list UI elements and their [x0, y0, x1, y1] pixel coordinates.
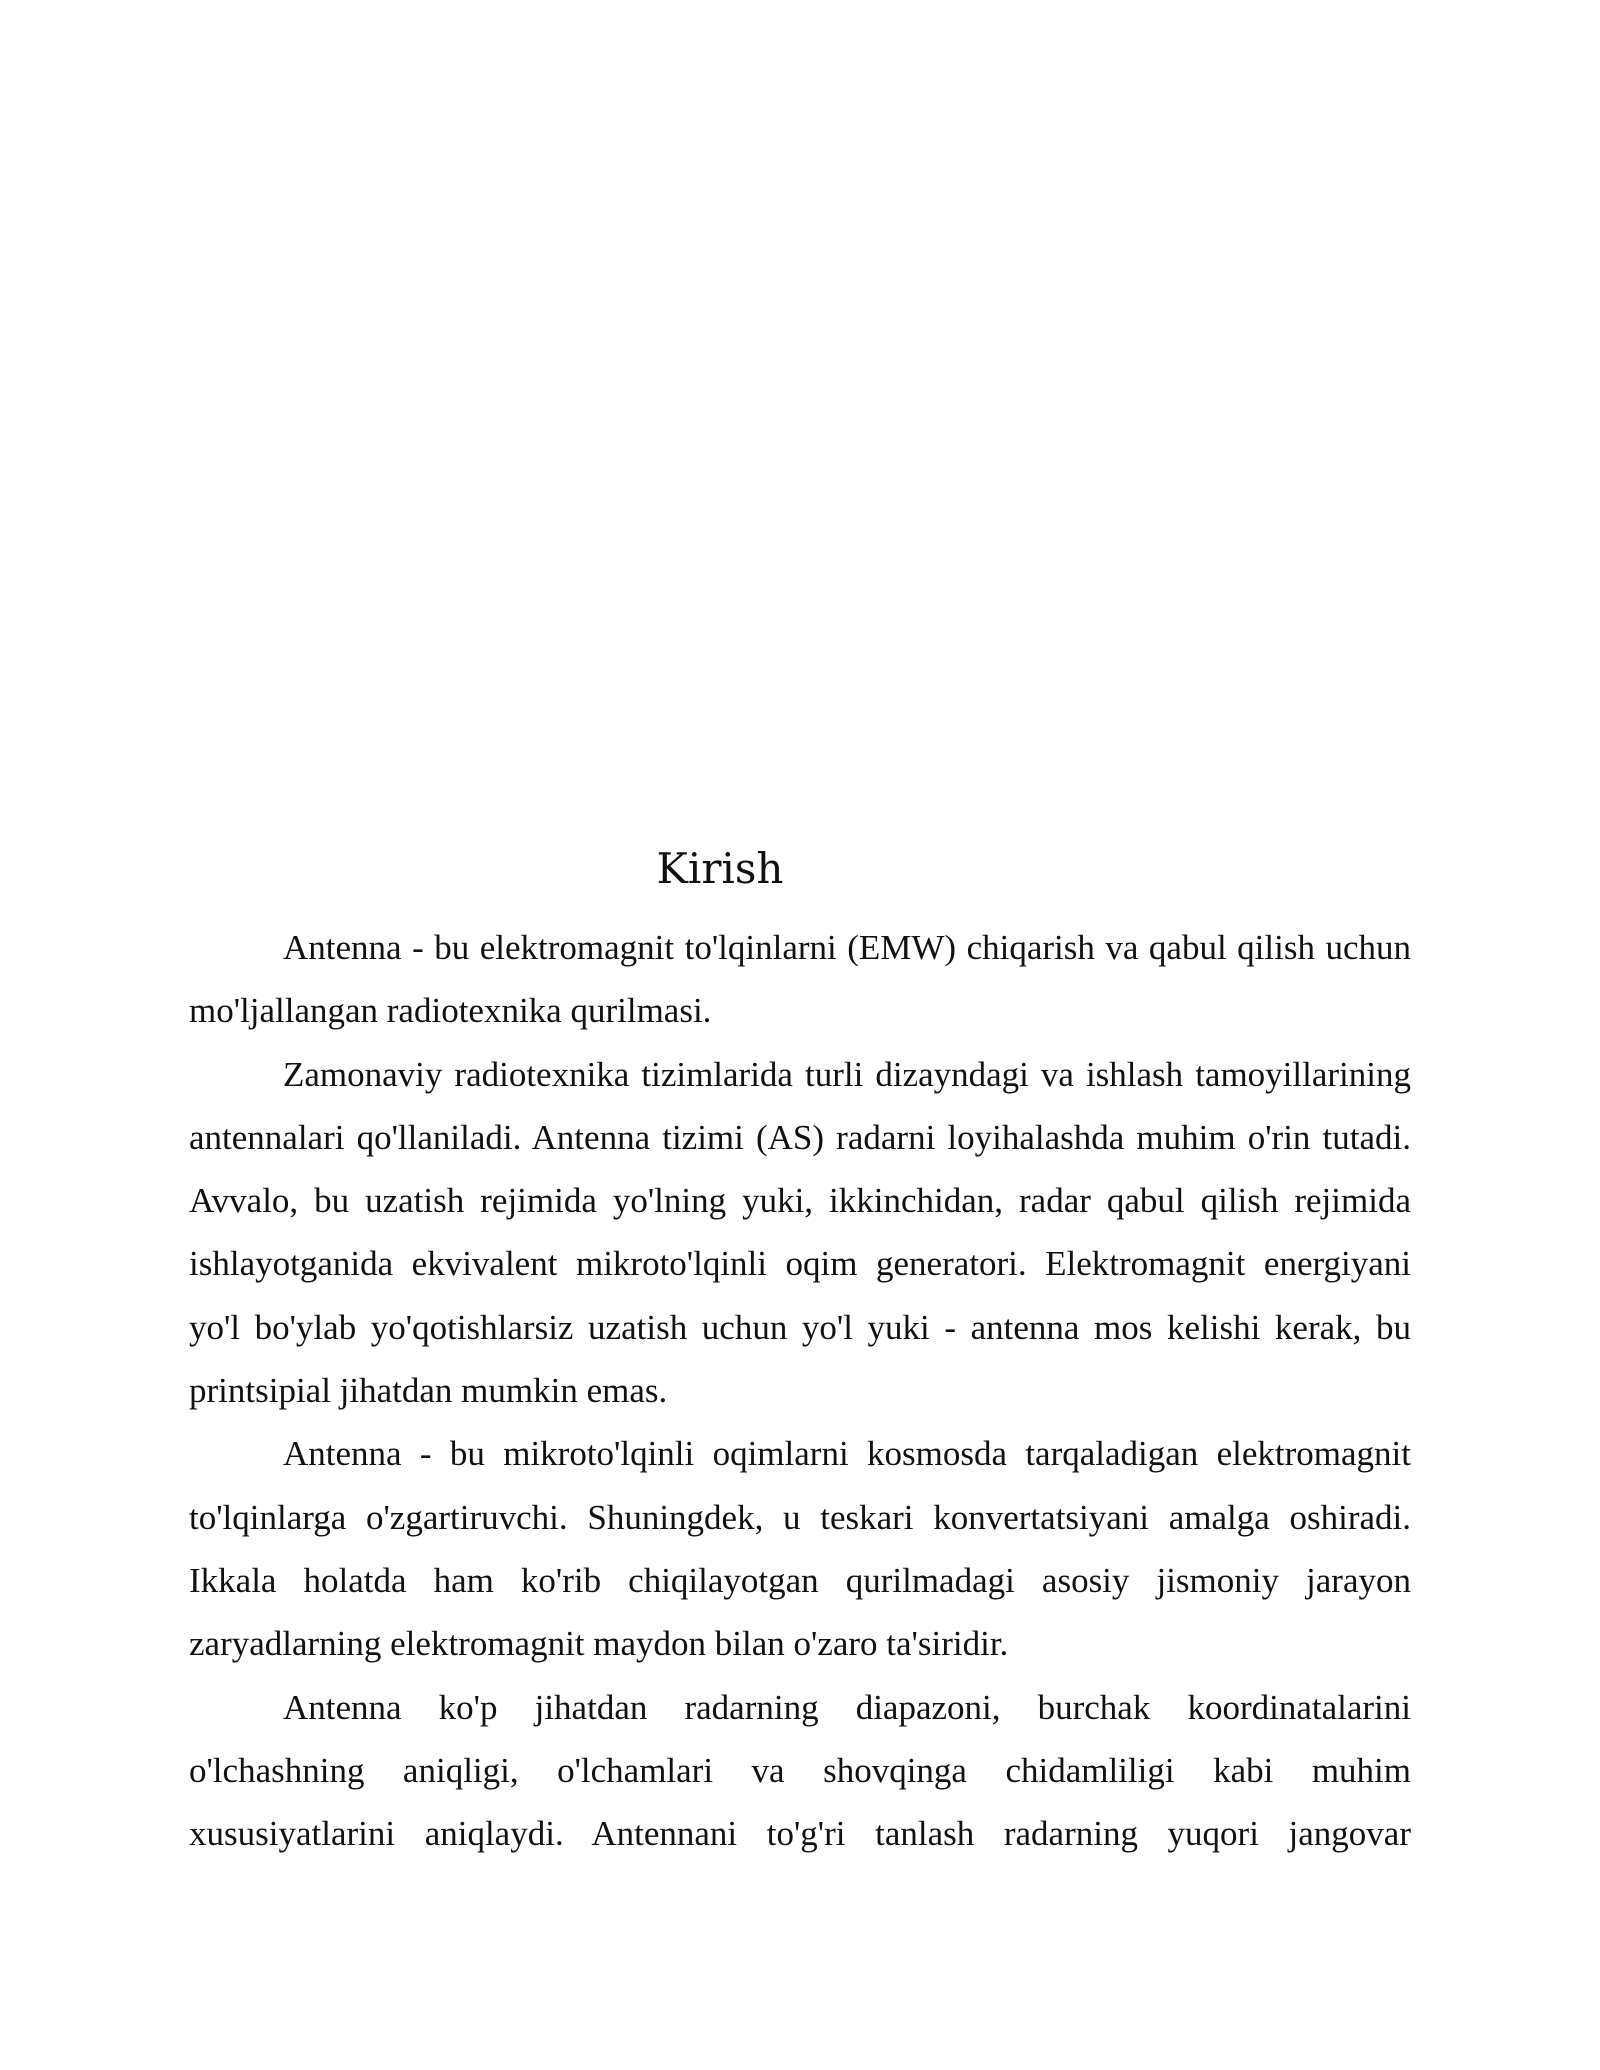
paragraph-3: Antenna - bu mikroto'lqinli oqimlarni kosmosda tarqaladigan elektromagnit to'lqinlarga o'zgartiruvchi. Shuningdek, u teskari konvertatsiyani amalga oshiradi. Ikkala holatda ham ko'rib chiqilayotgan qurilmadagi asosiy jismoniy jarayon zaryadlarning elektromagnit maydon bilan o'zaro ta'siridir.: [189, 1434, 1411, 1664]
section-heading: Kirish: [656, 844, 784, 893]
paragraph-2: Zamonaviy radiotexnika tizimlarida turli dizayndagi va ishlash tamoyillarining antennalari qo'llaniladi. Antenna tizimi (AS) radarni loyihalashda muhim o'rin tutadi. Avvalo, bu uzatish rejimida yo'lning yuki, ikkinchidan, radar qabul qilish rejimida ishlayotganida ekvivalent mikroto'lqinli oqim generatori. Elektromagnit energiyani yo'l bo'ylab yo'qotishlarsiz uzatish uchun yo'l yuki - antenna mos kelishi kerak, bu printsipial jihatdan mumkin emas.: [189, 1054, 1411, 1411]
paragraph-1: Antenna - bu elektromagnit to'lqinlarni (EMW) chiqarish va qabul qilish uchun mo'ljallangan radiotexnika qurilmasi.: [189, 928, 1411, 1031]
paragraph-4: Antenna ko'p jihatdan radarning diapazoni, burchak koordinatalarini o'lchashning aniqligi, o'lchamlari va shovqinga chidamliligi kabi muhim xususiyatlarini aniqlaydi. Antennani to'g'ri tanlash radarning yuqori jangovar: [189, 1687, 1411, 1854]
body-text: [189, 916, 1411, 1865]
